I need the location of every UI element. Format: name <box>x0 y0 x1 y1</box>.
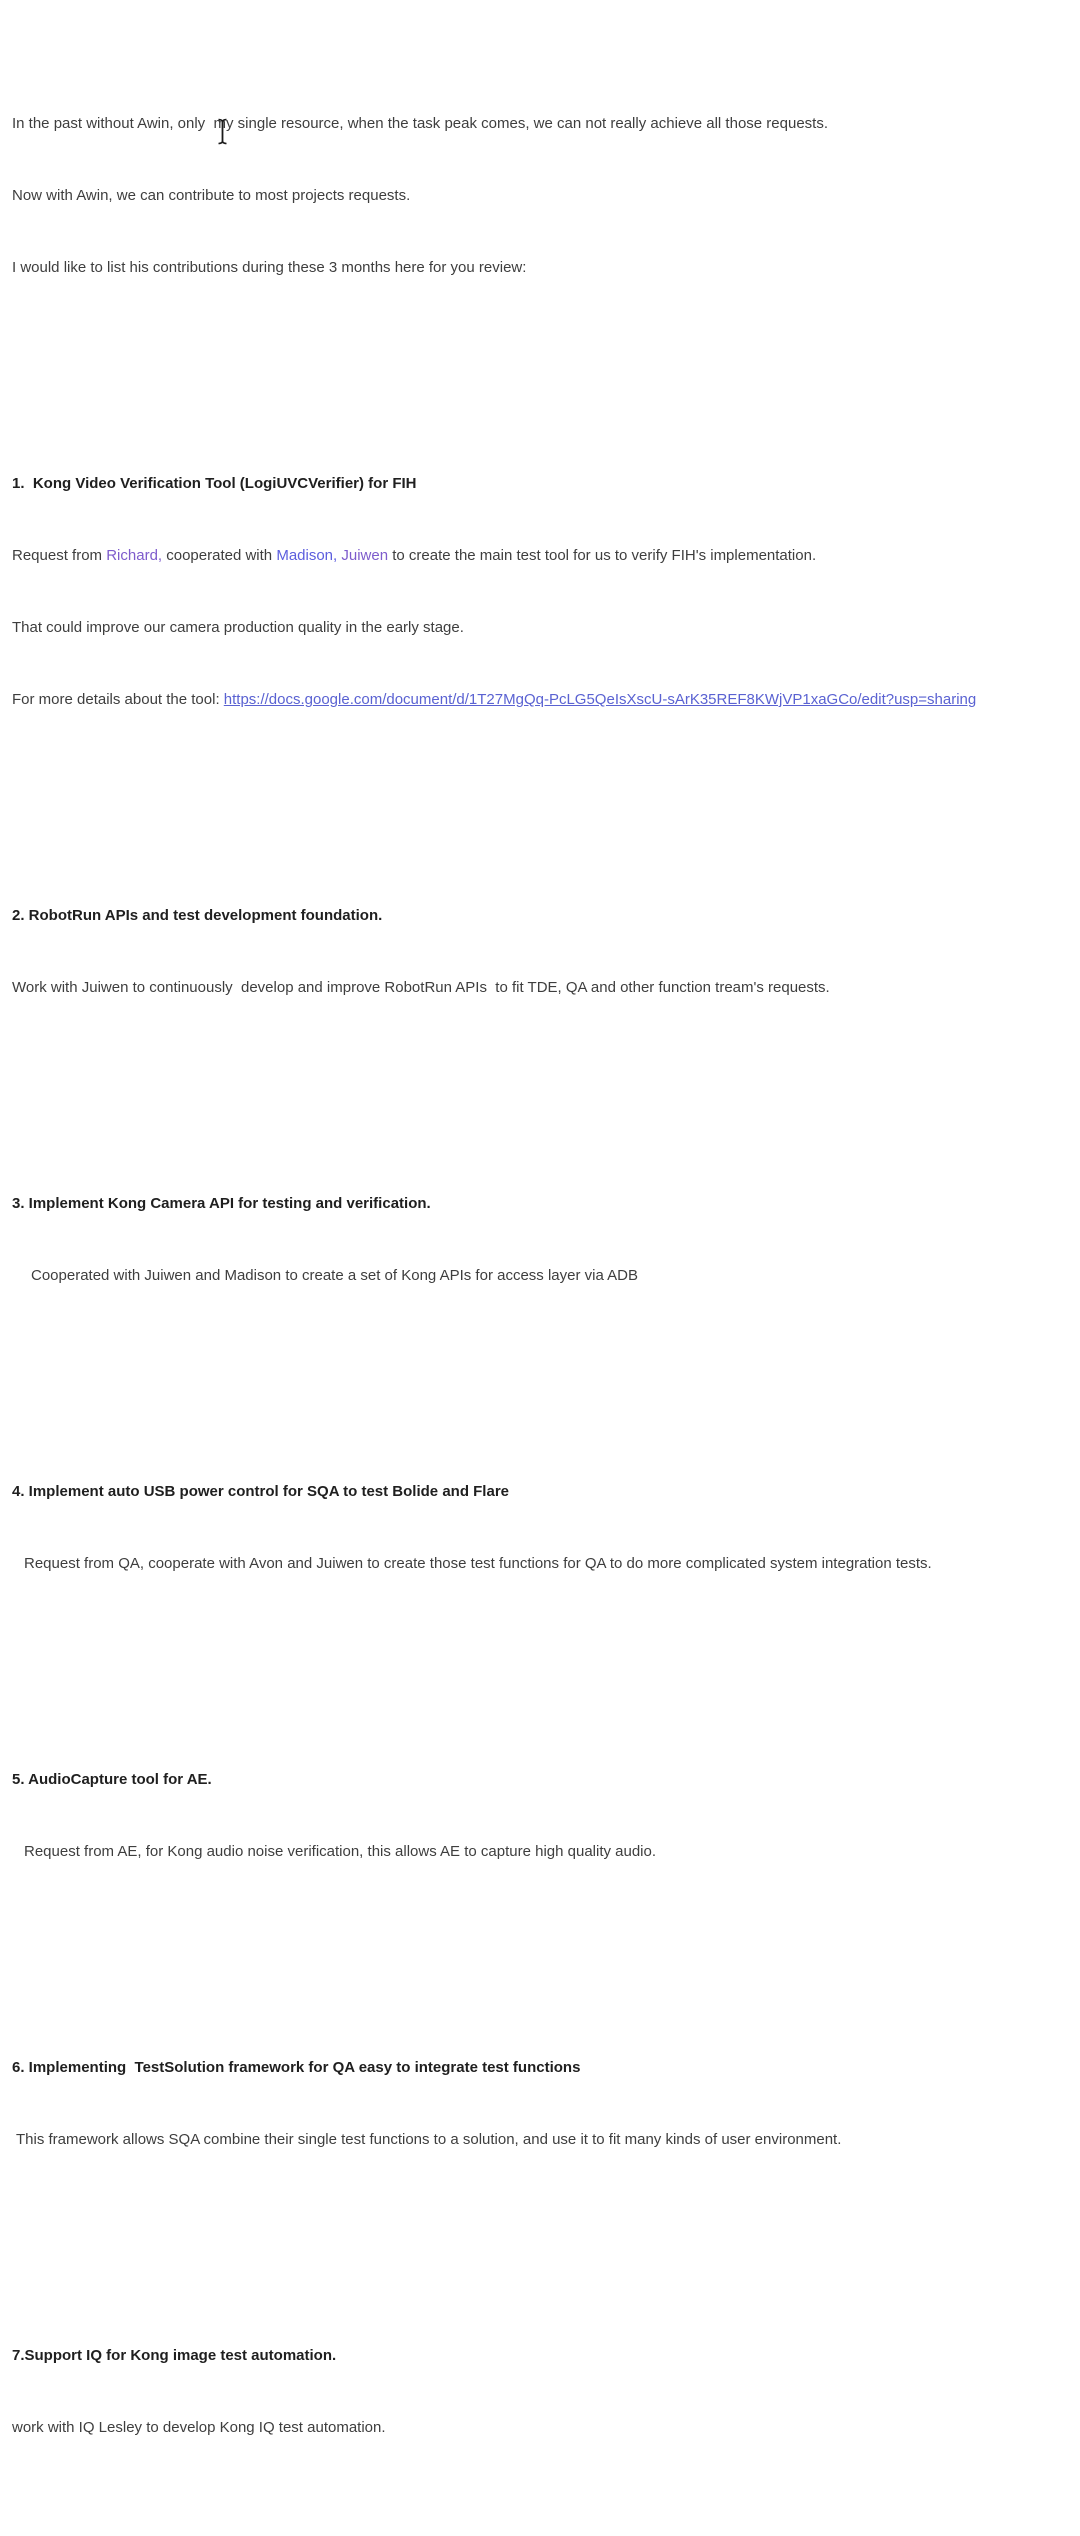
section-1-heading: 1. Kong Video Verification Tool (LogiUVCVerifier) for FIH <box>12 475 417 492</box>
section-6-heading: 6. Implementing TestSolution framework for QA easy to integrate test functions <box>12 2059 581 2076</box>
section-4 <box>12 1432 1066 1624</box>
section-3-body: Cooperated with Juiwen and Madison to create a set of Kong APIs for access layer via ADB <box>31 1267 638 1284</box>
intro-line-2: Now with Awin, we can contribute to most projects requests. <box>12 187 411 204</box>
link-juiwen[interactable]: Juiwen <box>341 547 389 564</box>
text-run: cooperated with <box>162 547 277 564</box>
section-3-heading: 3. Implement Kong Camera API for testing and verification. <box>12 1195 431 1212</box>
section-5 <box>12 1720 1066 1912</box>
google-doc-link[interactable]: https://docs.google.com/document/d/1T27MgQq-PcLG5QeIsXscU-sArK35REF8KWjVP1xaGCo/edit?usp=sharing <box>223 691 977 708</box>
section-6-body: This framework allows SQA combine their single test functions to a solution, and use it to fit many kinds of user environment. <box>16 2131 842 2148</box>
section-5-heading: 5. AudioCapture tool for AE. <box>12 1771 212 1788</box>
section-7 <box>12 2296 1066 2488</box>
section-7-body: work with IQ Lesley to develop Kong IQ test automation. <box>12 2419 386 2436</box>
section-2-body: Work with Juiwen to continuously develop and improve RobotRun APIs to fit TDE, QA and other function tream's requests. <box>12 979 830 996</box>
section-6 <box>12 2008 1066 2200</box>
section-2 <box>12 856 1066 1048</box>
text-run: to create the main test tool for us to verify FIH's implementation. <box>388 547 817 564</box>
section-1-request-line <box>12 544 1066 568</box>
section-1 <box>12 424 1066 760</box>
section-4-body: Request from QA, cooperate with Avon and Juiwen to create those test functions for QA to do more complicated system integration tests. <box>24 1555 932 1572</box>
intro-line-3: I would like to list his contributions during these 3 months here for you review: <box>12 259 527 276</box>
section-1-details-line <box>12 688 1066 712</box>
section-3 <box>12 1144 1066 1336</box>
section-5-body: Request from AE, for Kong audio noise verification, this allows AE to capture high quality audio. <box>24 1843 657 1860</box>
text-run: For more details about the tool: <box>12 691 224 708</box>
section-2-heading: 2. RobotRun APIs and test development foundation. <box>12 907 383 924</box>
section-1-improve-line: That could improve our camera production quality in the early stage. <box>12 619 464 636</box>
section-4-heading: 4. Implement auto USB power control for SQA to test Bolide and Flare <box>12 1483 509 1500</box>
link-madison[interactable]: Madison, <box>276 547 338 564</box>
section-7-heading: 7.Support IQ for Kong image test automation. <box>12 2347 337 2364</box>
intro-line-1: In the past without Awin, only my single resource, when the task peak comes, we can not really achieve all those requests. <box>12 115 828 132</box>
text-run: Request from <box>12 547 107 564</box>
intro-paragraph <box>12 64 1066 328</box>
link-richard[interactable]: Richard, <box>106 547 163 564</box>
